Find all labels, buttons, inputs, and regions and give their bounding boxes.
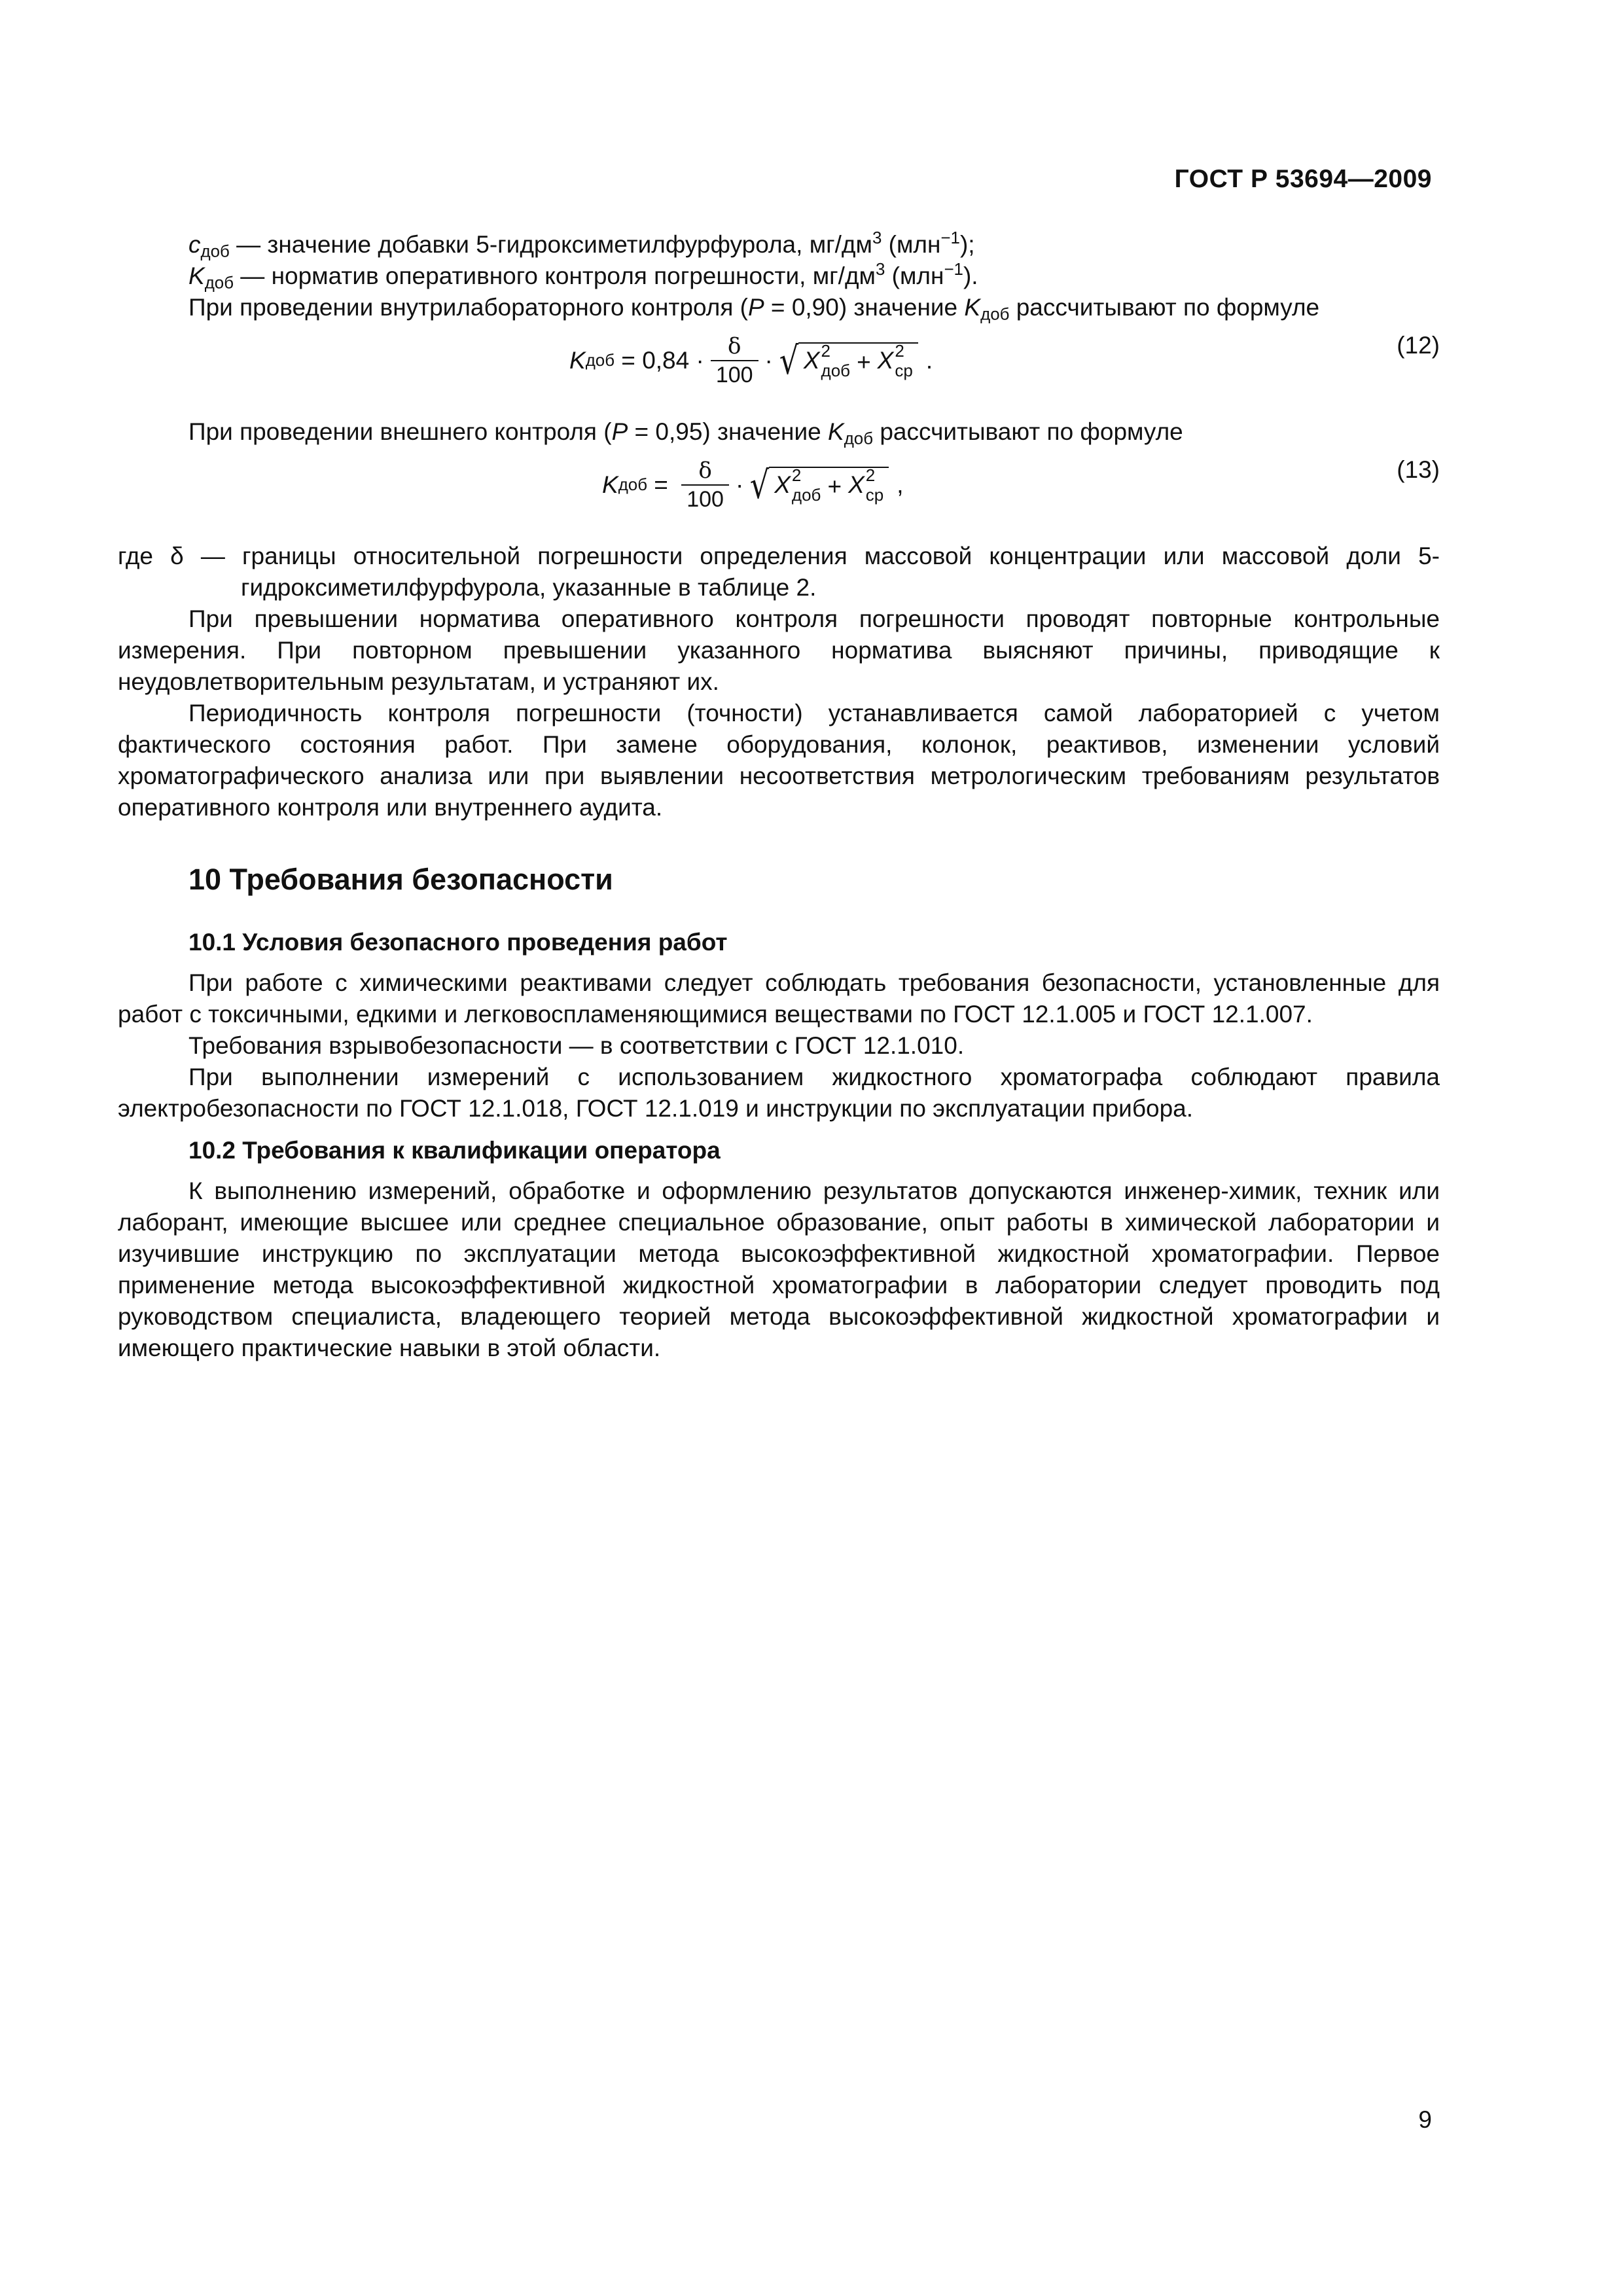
document-id-header: ГОСТ Р 53694—2009 (1174, 165, 1432, 193)
paragraph-exceed-norm: При превышении норматива оперативного контроля погрешности проводят повторные контрольные измерения. При повторном превышении указанного норматива выясняют причины, приводящие к неудовлетворительным результатам, и устраняют их. (118, 605, 1440, 695)
definition-k-dob: $K_{доб}$ — норматив оперативного контроля погрешности, $мг/дм^3$ (млн$^{-1}$). (188, 260, 978, 293)
sqrt-icon: √ (779, 338, 799, 383)
paragraph-periodicity: Периодичность контроля погрешности (точности) устанавливается самой лабораторией с учетом фактического состояния работ. При замене оборудования, колонок, реактивов, изменении условий хроматографического анализа или при выявлении несоответствия метрологическим требованиям результатов оперативного контроля или внутреннего аудита. (118, 700, 1440, 821)
where-delta-definition: где δ — границы относительной погрешности определения массовой концентрации или массовой доли 5-гидроксиметилфурфурола, указанные в таблице 2. (118, 543, 1440, 601)
section-10-heading: 10 Требования безопасности (188, 863, 613, 896)
paragraph-10-1-explosion: Требования взрывобезопасности — в соответствии с ГОСТ 12.1.010. (188, 1032, 965, 1059)
section-10-2-heading: 10.2 Требования к квалификации оператора (188, 1137, 721, 1164)
formula-13-sqrt: √ X 2 доб + X 2 ср (747, 465, 889, 505)
paragraph-external-control: При проведении внешнего контроля (P = 0,95) значение $K_{доб}$ рассчитывают по формуле (188, 418, 1183, 448)
paragraph-10-2-qualification: К выполнению измерений, обработке и оформлению результатов допускаются инженер-химик, техник или лаборант, имеющие высшее или среднее специальное образование, опыт работы в химической лаборатории и изучившие инструкцию по эксплуатации метода высокоэффективной жидкостной хроматографии. Первое применение метода высокоэффективной жидкостной хроматографии в лаборатории следует проводить под руководством специалиста, владеющего теорией метода высокоэффективной жидкостной хроматографии и имеющего практические навыки в этой области. (118, 1177, 1440, 1361)
formula-12-sqrt: √ X 2 доб + X 2 ср (777, 341, 918, 380)
formula-12 (118, 326, 1440, 403)
formula-13-fraction: $\frac{\delta}{100}$ (681, 457, 729, 513)
formula-12-fraction: $\frac{\delta}{100}$ (711, 332, 758, 389)
formula-12-number: (12) (1397, 332, 1440, 359)
page-content (118, 229, 1440, 1364)
section-10-1-heading: 10.1 Условия безопасного проведения работ (188, 929, 728, 956)
paragraph-internal-control: При проведении внутрилабораторного контроля (P = 0,90) значение $K_{доб}$ рассчитывают по формуле (188, 294, 1320, 324)
formula-13-number: (13) (1397, 456, 1440, 483)
formula-13 (118, 450, 1440, 528)
formula-13-expression: K доб = $\frac{\delta}{100}$ · √ X 2 доб + X 2 ср , (602, 457, 904, 512)
formula-12-expression: K доб = 0,84 · $\frac{\delta}{100}$ · √ X 2 доб + X 2 ср . (569, 333, 933, 387)
page-number: 9 (1418, 2106, 1432, 2133)
sqrt-icon: √ (749, 463, 770, 507)
paragraph-10-1-reagents: При работе с химическими реактивами следует соблюдать требования безопасности, установленные для работ с токсичными, едкими и легковоспламеняющимися веществами по ГОСТ 12.1.005 и ГОСТ 12.1.007. (118, 969, 1440, 1028)
paragraph-10-1-electrical: При выполнении измерений с использованием жидкостного хроматографа соблюдают правила электробезопасности по ГОСТ 12.1.018, ГОСТ 12.1.019 и инструкции по эксплуатации прибора. (118, 1064, 1440, 1122)
definition-c-dob: $c_{доб}$ — значение добавки 5-гидроксиметилфурфурола, $мг/дм^3$ (млн$^{-1}$); (188, 228, 975, 261)
